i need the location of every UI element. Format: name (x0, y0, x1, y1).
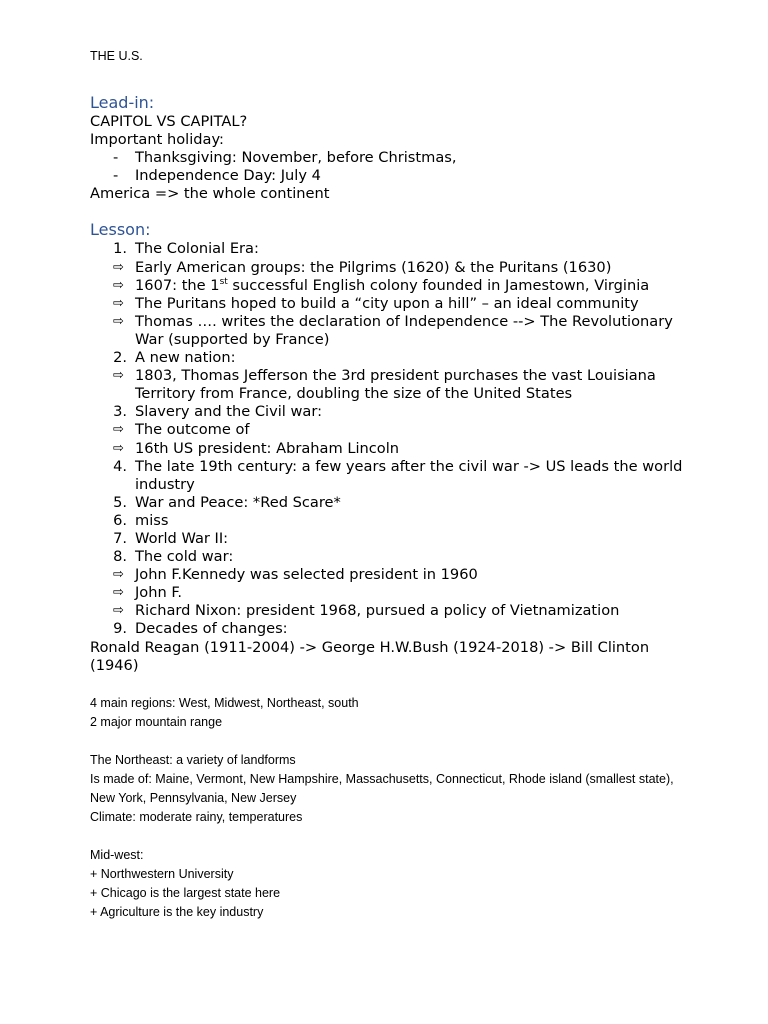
list-item-text: Slavery and the Civil war: (135, 403, 323, 421)
list-item (90, 530, 690, 548)
midwest-heading: Mid-west: (90, 847, 144, 862)
item-number: 5. (113, 493, 127, 511)
list-item (90, 403, 690, 421)
list-item-text: Thanksgiving: November, before Christmas, (135, 149, 457, 167)
spacer (90, 827, 690, 846)
list-item (90, 313, 690, 349)
item-number: 8. (113, 548, 127, 566)
arrow-icon: ⇨ (113, 295, 124, 311)
lesson-list (90, 240, 690, 638)
document-page (90, 47, 690, 922)
list-item-text: The Puritans hoped to build a “city upon a hill” – an ideal community (135, 294, 639, 312)
arrow-icon: ⇨ (113, 259, 124, 275)
list-item-text: 1803, Thomas Jefferson the 3rd president purchases the vast Louisiana Territory from France, doubling the size of the United States (135, 367, 656, 403)
mountains-line: 2 major mountain range (90, 714, 223, 729)
list-item-text: 16th US president: Abraham Lincoln (135, 439, 400, 457)
item-number: 7. (113, 529, 127, 547)
leadin-line-capitol: CAPITOL VS CAPITAL? (90, 113, 248, 130)
list-item (90, 512, 690, 530)
presidents-timeline: Ronald Reagan (1911-2004) -> George H.W.Bush (1924-2018) -> Bill Clinton (1946) (90, 638, 650, 674)
list-item (90, 458, 690, 494)
list-item (90, 277, 690, 295)
northeast-climate: Climate: moderate rainy, temperatures (90, 809, 303, 824)
list-item-text: The cold war: (135, 548, 234, 566)
arrow-icon: ⇨ (113, 603, 124, 619)
arrow-icon: ⇨ (113, 440, 124, 456)
item-number: 2. (113, 349, 127, 367)
list-item (90, 240, 690, 258)
ordinal-sup: st (219, 276, 228, 287)
item-number: 4. (113, 457, 127, 475)
list-item (90, 566, 690, 584)
spacer (90, 675, 690, 694)
item-number: 6. (113, 511, 127, 529)
list-item (90, 259, 690, 277)
list-item (90, 602, 690, 620)
list-item-text (135, 277, 690, 295)
list-item (90, 548, 690, 566)
regions-line: 4 main regions: West, Midwest, Northeast, south (90, 695, 359, 710)
arrow-icon: ⇨ (113, 277, 124, 293)
list-item-text: Decades of changes: (135, 620, 288, 638)
text-before-sup: 1607: the 1 (135, 276, 220, 294)
list-item-text: Richard Nixon: president 1968, pursued a policy of Vietnamization (135, 602, 620, 620)
document-title: THE U.S. (90, 49, 143, 63)
list-item-text: War and Peace: *Red Scare* (135, 493, 341, 511)
list-item-text: John F.Kennedy was selected president in 1960 (135, 566, 478, 584)
list-item-text: World War II: (135, 529, 229, 547)
northeast-heading: The Northeast: a variety of landforms (90, 752, 296, 767)
list-item-text: Thomas …. writes the declaration of Independence --> The Revolutionary War (supported by France) (135, 312, 673, 348)
list-item-text: John F. (135, 584, 183, 602)
item-number: 9. (113, 620, 127, 638)
item-number: 3. (113, 403, 127, 421)
arrow-icon: ⇨ (113, 585, 124, 601)
list-item (90, 149, 690, 167)
arrow-icon: ⇨ (113, 313, 124, 329)
dash-marker: - (113, 167, 119, 185)
list-item-text: Early American groups: the Pilgrims (1620) & the Puritans (1630) (135, 258, 612, 276)
list-item (90, 349, 690, 367)
arrow-icon: ⇨ (113, 422, 124, 438)
holiday-list (90, 149, 690, 185)
leadin-heading: Lead-in: (90, 93, 155, 112)
list-item-text: miss (135, 511, 169, 529)
lesson-heading: Lesson: (90, 220, 151, 240)
midwest-item: + Northwestern University (90, 866, 234, 881)
list-item (90, 440, 690, 458)
northeast-states: Is made of: Maine, Vermont, New Hampshire, Massachusetts, Connecticut, Rhode island (smallest state), New York, Pennsylvania, New Jersey (90, 771, 674, 805)
midwest-item: + Agriculture is the key industry (90, 904, 264, 919)
list-item-text: Independence Day: July 4 (135, 167, 321, 185)
list-item-text: The late 19th century: a few years after the civil war -> US leads the world industry (135, 457, 683, 493)
list-item (90, 584, 690, 602)
list-item-text: The outcome of (135, 421, 250, 439)
item-number: 1. (113, 240, 127, 258)
spacer (90, 732, 690, 751)
list-item-text: The Colonial Era: (135, 240, 259, 258)
list-item-text: A new nation: (135, 349, 236, 367)
list-item (90, 494, 690, 512)
list-item (90, 295, 690, 313)
arrow-icon: ⇨ (113, 368, 124, 384)
dash-marker: - (113, 149, 119, 167)
list-item (90, 367, 690, 403)
list-item (90, 620, 690, 638)
list-item (90, 421, 690, 439)
leadin-line-america: America => the whole continent (90, 185, 330, 203)
text-after-sup: successful English colony founded in Jamestown, Virginia (227, 276, 650, 294)
list-item (90, 167, 690, 185)
leadin-line-holiday: Important holiday: (90, 131, 224, 149)
arrow-icon: ⇨ (113, 567, 124, 583)
midwest-item: + Chicago is the largest state here (90, 885, 281, 900)
